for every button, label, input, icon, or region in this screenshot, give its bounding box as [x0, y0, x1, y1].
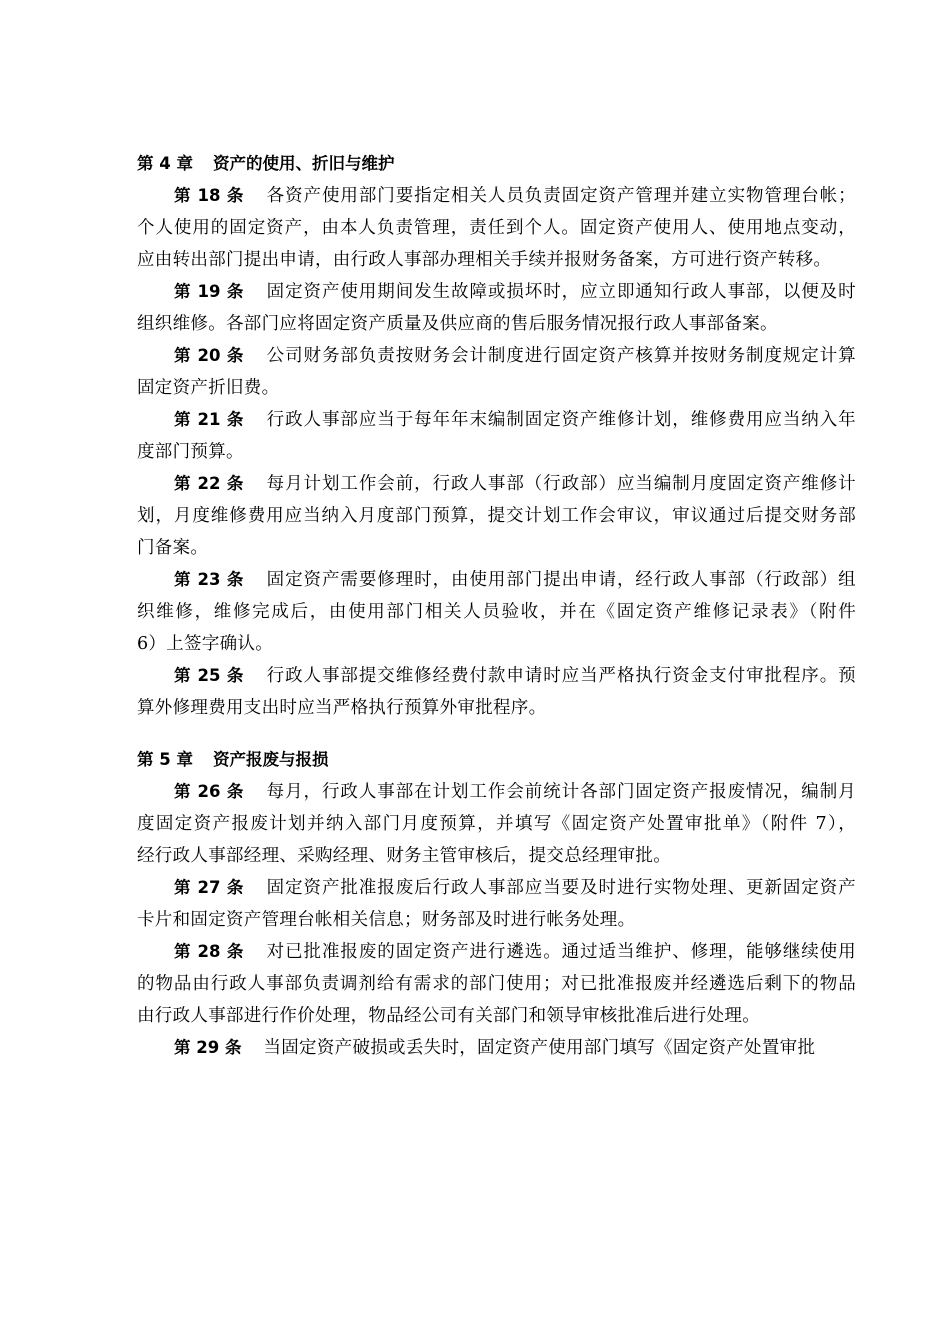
- article-text-line: 由行政人事部进行作价处理，物品经公司有关部门和领导审核批准后进行处理。: [137, 1006, 760, 1026]
- article-text-line: 对已批准报废的固定资产进行遴选。通过适当维护、修理，能够继续使用: [266, 942, 856, 962]
- article: [100, 776, 856, 872]
- section-spacer: [100, 724, 856, 744]
- chapter-number: 第 4 章: [137, 154, 193, 173]
- article-number: 第 22 条: [174, 474, 244, 493]
- article-text-line: 公司财务部负责按财务会计制度进行固定资产核算并按财务制度规定计算: [266, 346, 856, 366]
- article-text-line: 每月，行政人事部在计划工作会前统计各部门固定资产报废情况，编制月: [266, 782, 856, 802]
- chapter-title: 资产报废与报损: [212, 750, 329, 769]
- article: [100, 564, 856, 660]
- article-text-line: 固定资产需要修理时，由使用部门提出申请，经行政人事部（行政部）组: [266, 570, 856, 590]
- article-text-line: 个人使用的固定资产，由本人负责管理，责任到个人。固定资产使用人、使用地点变动，: [137, 218, 856, 238]
- article: [100, 180, 856, 276]
- article-text-line: 固定资产折旧费。: [137, 378, 280, 398]
- chapter-title: 资产的使用、折旧与维护: [212, 154, 395, 173]
- article-number: 第 28 条: [174, 942, 244, 961]
- article: [100, 276, 856, 340]
- article: [100, 468, 856, 564]
- article-number: 第 18 条: [174, 186, 244, 205]
- article-text-line: 卡片和固定资产管理台帐相关信息；财务部及时进行帐务处理。: [137, 910, 636, 930]
- article: [100, 660, 856, 724]
- article-number: 第 26 条: [174, 782, 244, 801]
- article-text-line: 算外修理费用支出时应当严格执行预算外审批程序。: [137, 698, 547, 718]
- article-text-line: 固定资产使用期间发生故障或损坏时，应立即通知行政人事部，以便及时: [266, 282, 856, 302]
- article: [100, 872, 856, 936]
- article-text-line: 度固定资产报废计划并纳入部门月度预算，并填写《固定资产处置审批单》（附件 7），: [137, 814, 856, 834]
- article: [100, 404, 856, 468]
- article: [100, 936, 856, 1032]
- article-number: 第 27 条: [174, 878, 244, 897]
- article-text-line: 织维修，维修完成后，由使用部门相关人员验收，并在《固定资产维修记录表》（附件: [137, 602, 856, 622]
- article-text-line: 组织维修。各部门应将固定资产质量及供应商的售后服务情况报行政人事部备案。: [137, 314, 778, 334]
- article-text-line: 行政人事部应当于每年年末编制固定资产维修计划，维修费用应当纳入年: [266, 410, 856, 430]
- article-text-line: 6）上签字确认。: [137, 634, 274, 654]
- article-number: 第 29 条: [174, 1038, 242, 1057]
- article: [100, 1032, 856, 1064]
- article-text-line: 门备案。: [137, 538, 209, 558]
- article-number: 第 23 条: [174, 570, 244, 589]
- article-text-line: 度部门预算。: [137, 442, 244, 462]
- article-number: 第 25 条: [174, 666, 244, 685]
- article-number: 第 19 条: [174, 282, 244, 301]
- chapter-heading: [100, 148, 856, 180]
- article: [100, 340, 856, 404]
- chapter-number: 第 5 章: [137, 750, 193, 769]
- document-page: [100, 148, 856, 1064]
- chapter-heading: [100, 744, 856, 776]
- article-text-line: 当固定资产破损或丢失时，固定资产使用部门填写《固定资产处置审批: [263, 1038, 816, 1058]
- article-number: 第 21 条: [174, 410, 244, 429]
- article-number: 第 20 条: [174, 346, 244, 365]
- article-text-line: 经行政人事部经理、采购经理、财务主管审核后，提交总经理审批。: [137, 846, 671, 866]
- article-text-line: 应由转出部门提出申请，由行政人事部办理相关手续并报财务备案，方可进行资产转移。: [137, 250, 832, 270]
- article-text-line: 的物品由行政人事部负责调剂给有需求的部门使用；对已批准报废并经遴选后剩下的物品: [137, 974, 856, 994]
- article-text-line: 各资产使用部门要指定相关人员负责固定资产管理并建立实物管理台帐；: [266, 186, 856, 206]
- article-text-line: 划，月度维修费用应当纳入月度部门预算，提交计划工作会审议，审议通过后提交财务部: [137, 506, 856, 526]
- article-text-line: 行政人事部提交维修经费付款申请时应当严格执行资金支付审批程序。预: [266, 666, 856, 686]
- article-text-line: 每月计划工作会前，行政人事部（行政部）应当编制月度固定资产维修计: [266, 474, 856, 494]
- article-text-line: 固定资产批准报废后行政人事部应当要及时进行实物处理、更新固定资产: [266, 878, 856, 898]
